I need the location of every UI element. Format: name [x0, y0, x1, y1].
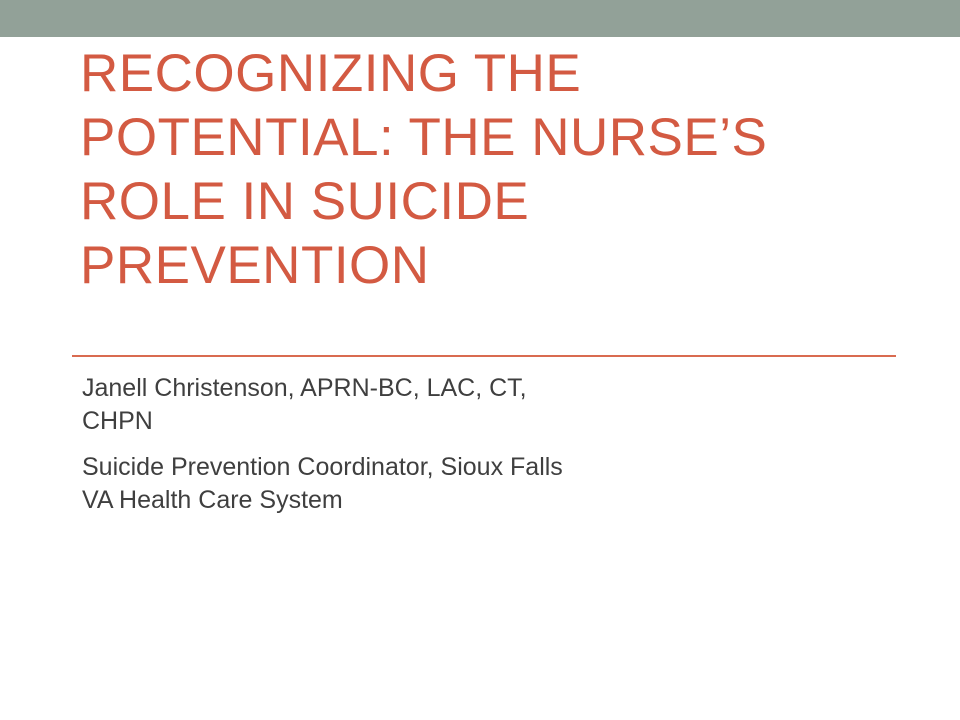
- presenter-role: [82, 451, 782, 517]
- title-line: ROLE IN SUICIDE: [80, 172, 530, 231]
- presenter-line: CHPN: [82, 407, 153, 435]
- presenter-line: Janell Christenson, APRN-BC, LAC, CT,: [82, 374, 527, 402]
- role-line: VA Health Care System: [82, 486, 343, 514]
- title-line: POTENTIAL: THE NURSE’S: [80, 108, 768, 167]
- header-accent-band: [0, 0, 960, 37]
- title-divider: [72, 355, 896, 357]
- slide-title: [80, 42, 910, 298]
- role-line: Suicide Prevention Coordinator, Sioux Falls: [82, 453, 563, 481]
- presenter-credentials: [82, 372, 782, 438]
- slide-subtitle: [82, 372, 782, 530]
- title-line: RECOGNIZING THE: [80, 44, 582, 103]
- title-line: PREVENTION: [80, 236, 430, 295]
